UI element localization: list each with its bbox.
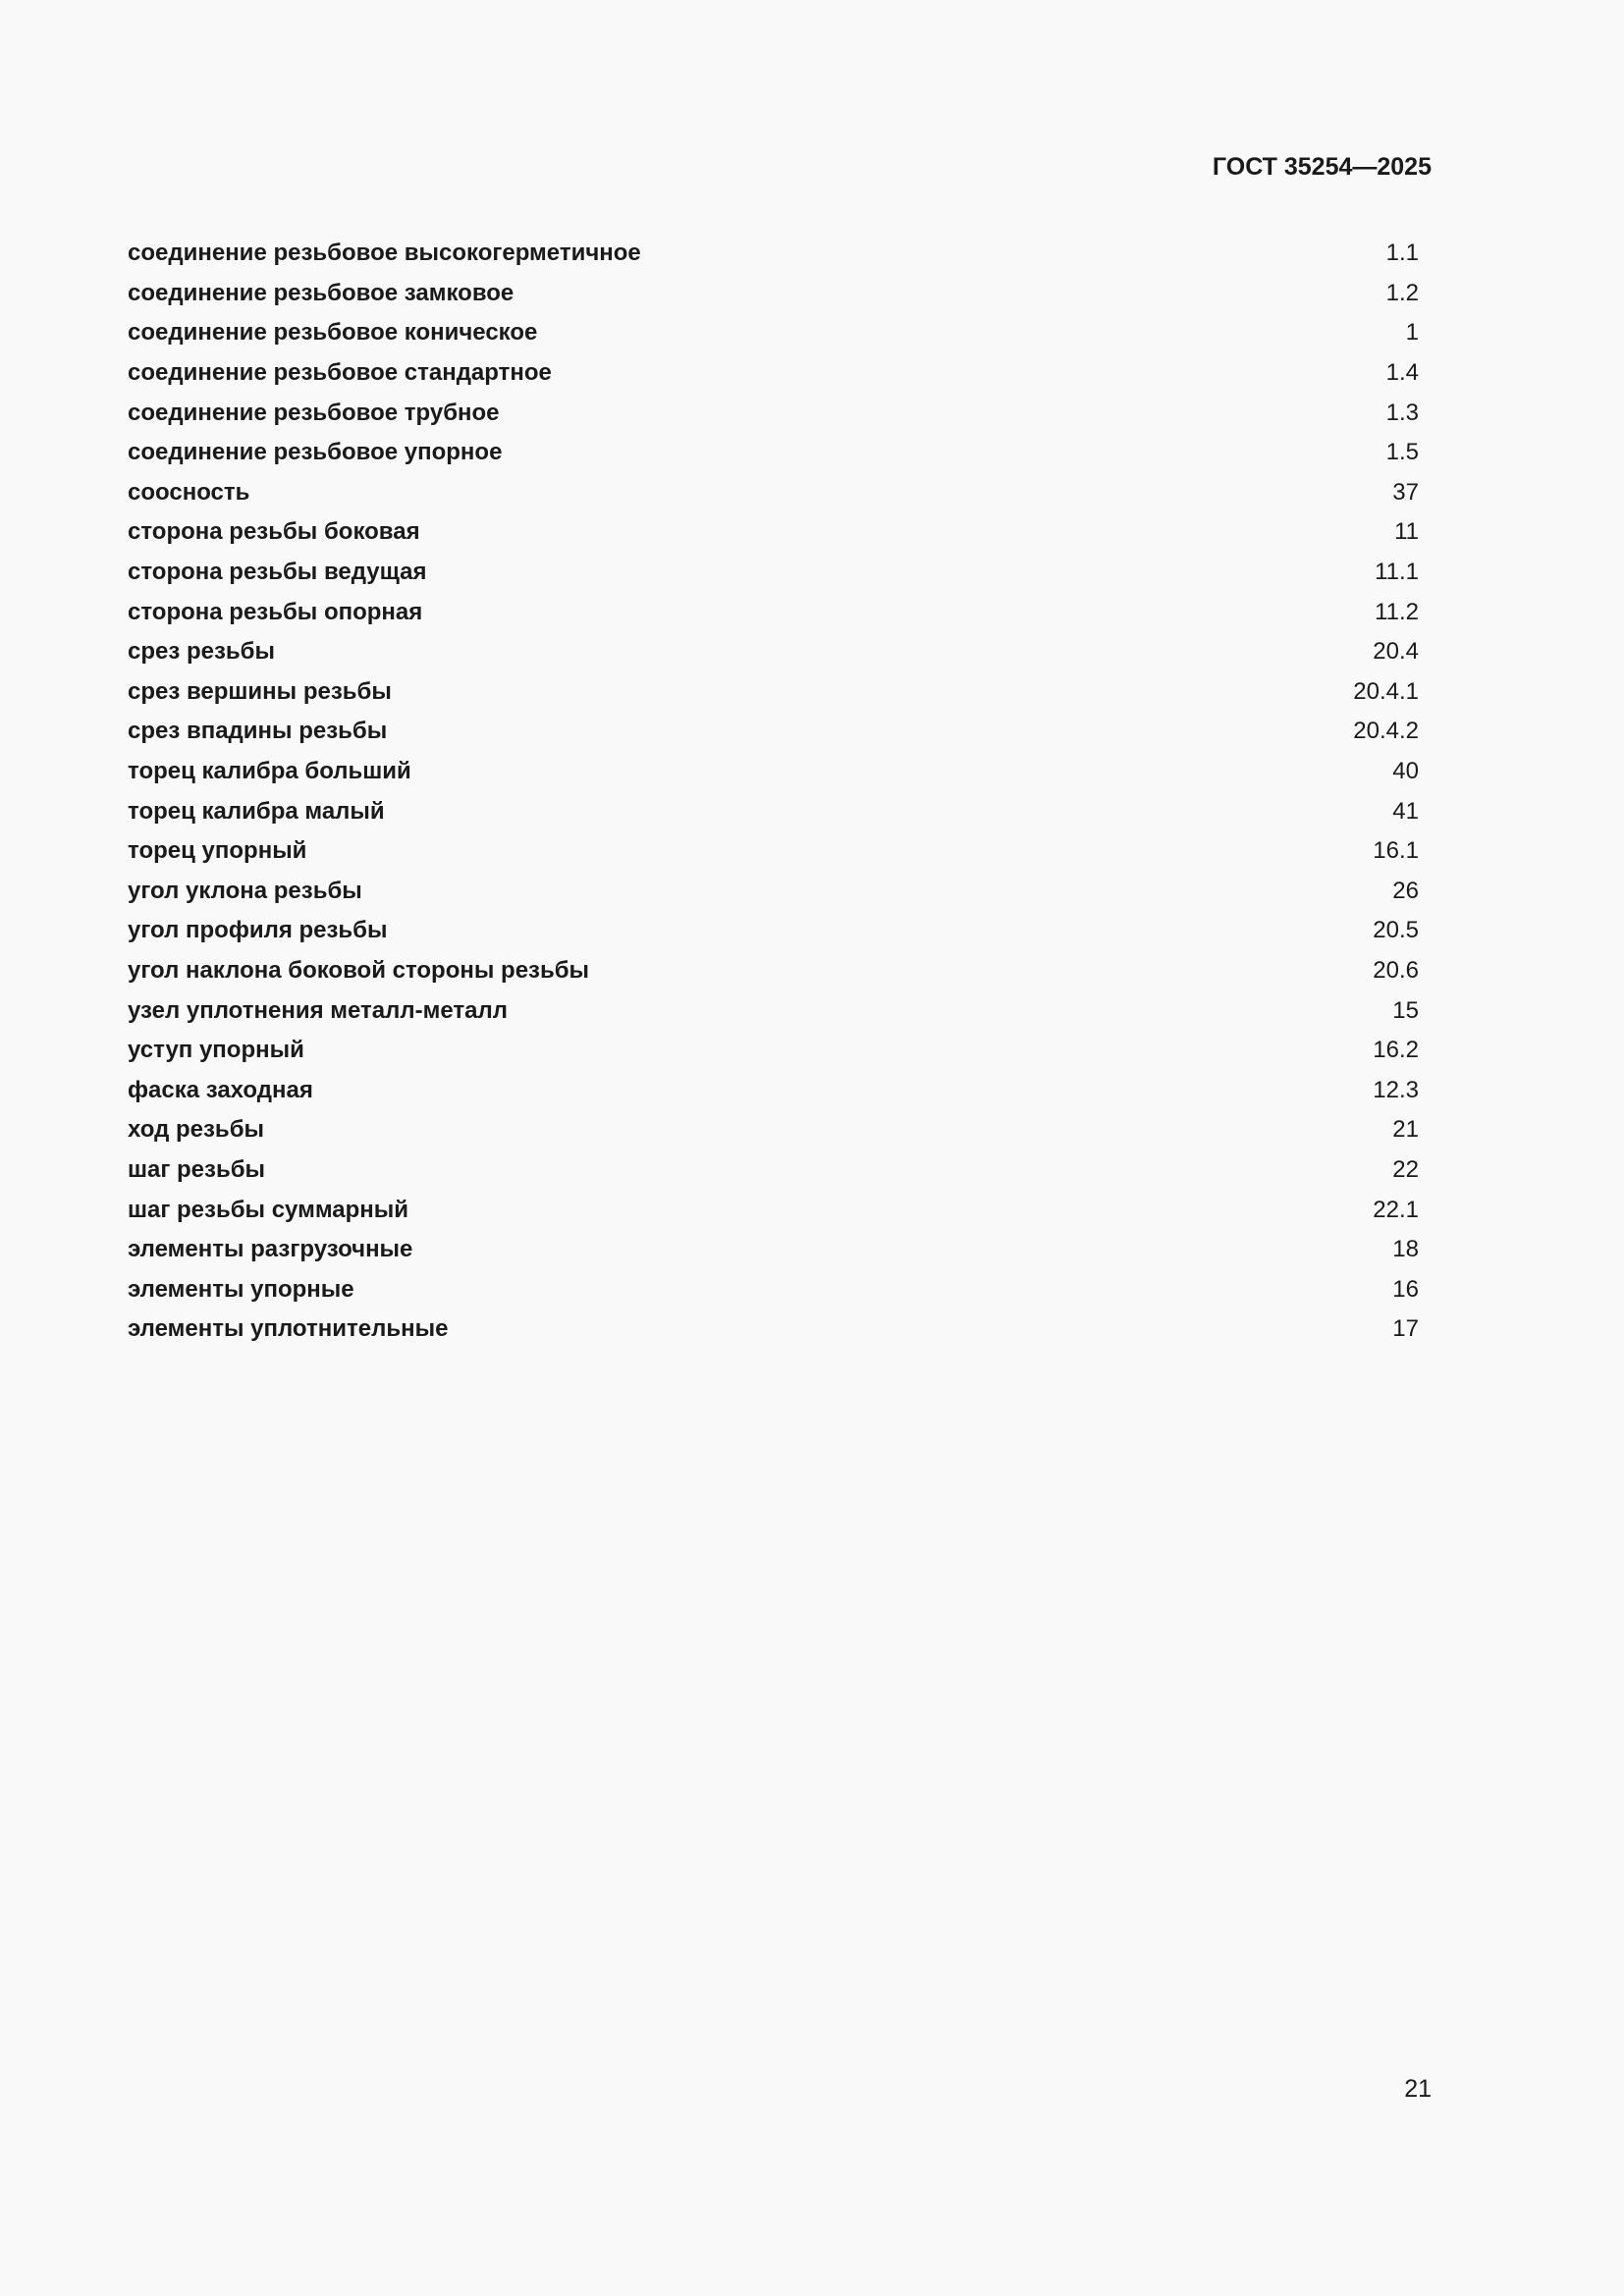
index-term: сторона резьбы ведущая bbox=[128, 559, 427, 586]
index-reference: 16.2 bbox=[1373, 1037, 1419, 1064]
index-row bbox=[128, 313, 1419, 353]
index-reference: 15 bbox=[1392, 996, 1419, 1024]
index-reference: 21 bbox=[1392, 1116, 1419, 1144]
index-reference: 1.3 bbox=[1385, 399, 1419, 426]
index-row bbox=[128, 393, 1419, 433]
index-row bbox=[128, 632, 1419, 672]
index-reference: 18 bbox=[1392, 1236, 1419, 1263]
index-reference: 11.2 bbox=[1375, 598, 1419, 625]
index-row bbox=[128, 1110, 1419, 1150]
index-row bbox=[128, 1150, 1419, 1191]
index-row bbox=[128, 433, 1419, 473]
index-term: сторона резьбы боковая bbox=[128, 518, 420, 546]
index-term: соединение резьбовое коническое bbox=[128, 319, 538, 347]
term-index-list bbox=[128, 234, 1419, 1350]
index-term: торец калибра малый bbox=[128, 797, 385, 825]
index-row bbox=[128, 1309, 1419, 1350]
index-term: шаг резьбы суммарный bbox=[128, 1196, 409, 1223]
index-term: узел уплотнения металл-металл bbox=[128, 996, 509, 1024]
index-row bbox=[128, 553, 1419, 593]
index-term: соединение резьбовое замковое bbox=[128, 279, 514, 306]
index-row bbox=[128, 512, 1419, 553]
index-term: элементы уплотнительные bbox=[128, 1315, 449, 1343]
index-reference: 1.2 bbox=[1385, 279, 1419, 306]
index-reference: 20.4.1 bbox=[1353, 677, 1419, 705]
index-term: срез впадины резьбы bbox=[128, 718, 388, 745]
index-row bbox=[128, 990, 1419, 1031]
index-row bbox=[128, 473, 1419, 513]
index-reference: 20.4.2 bbox=[1353, 718, 1419, 745]
index-row bbox=[128, 831, 1419, 872]
index-term: соединение резьбовое трубное bbox=[128, 399, 500, 426]
index-row bbox=[128, 1031, 1419, 1071]
index-term: угол профиля резьбы bbox=[128, 917, 388, 944]
index-term: соединение резьбовое высокогерметичное bbox=[128, 240, 641, 267]
index-reference: 12.3 bbox=[1373, 1076, 1419, 1103]
index-reference: 1.4 bbox=[1385, 359, 1419, 387]
index-row bbox=[128, 1230, 1419, 1270]
index-term: элементы упорные bbox=[128, 1275, 354, 1303]
index-reference: 20.5 bbox=[1373, 917, 1419, 944]
index-reference: 11 bbox=[1394, 518, 1419, 546]
index-term: соосность bbox=[128, 478, 250, 506]
index-reference: 1 bbox=[1405, 319, 1419, 347]
document-standard-title: ГОСТ 35254—2025 bbox=[1212, 153, 1432, 181]
index-reference: 26 bbox=[1392, 877, 1419, 904]
index-term: уступ упорный bbox=[128, 1037, 304, 1064]
index-term: угол уклона резьбы bbox=[128, 877, 362, 904]
index-term: элементы разгрузочные bbox=[128, 1236, 413, 1263]
index-row bbox=[128, 353, 1419, 394]
index-term: ход резьбы bbox=[128, 1116, 265, 1144]
index-row bbox=[128, 1269, 1419, 1309]
index-term: фаска заходная bbox=[128, 1076, 313, 1103]
index-row bbox=[128, 752, 1419, 792]
index-reference: 16 bbox=[1392, 1275, 1419, 1303]
index-reference: 17 bbox=[1392, 1315, 1419, 1343]
index-term: торец калибра больший bbox=[128, 758, 411, 785]
index-term: срез вершины резьбы bbox=[128, 677, 392, 705]
index-reference: 20.6 bbox=[1373, 956, 1419, 984]
index-reference: 20.4 bbox=[1373, 638, 1419, 666]
index-reference: 37 bbox=[1392, 478, 1419, 506]
index-term: сторона резьбы опорная bbox=[128, 598, 423, 625]
index-row bbox=[128, 951, 1419, 991]
index-term: соединение резьбовое стандартное bbox=[128, 359, 552, 387]
index-reference: 22 bbox=[1392, 1155, 1419, 1183]
page-number: 21 bbox=[1404, 2075, 1432, 2103]
index-reference: 1.5 bbox=[1385, 439, 1419, 466]
index-row bbox=[128, 1070, 1419, 1110]
index-row bbox=[128, 911, 1419, 951]
index-term: срез резьбы bbox=[128, 638, 275, 666]
index-reference: 22.1 bbox=[1373, 1196, 1419, 1223]
index-row bbox=[128, 1190, 1419, 1230]
index-row bbox=[128, 872, 1419, 912]
index-term: шаг резьбы bbox=[128, 1155, 266, 1183]
index-row bbox=[128, 712, 1419, 752]
index-row bbox=[128, 791, 1419, 831]
index-reference: 41 bbox=[1392, 797, 1419, 825]
index-row bbox=[128, 274, 1419, 314]
index-reference: 40 bbox=[1392, 758, 1419, 785]
index-term: угол наклона боковой стороны резьбы bbox=[128, 956, 590, 984]
index-row bbox=[128, 592, 1419, 632]
index-term: торец упорный bbox=[128, 837, 307, 865]
index-reference: 11.1 bbox=[1375, 559, 1419, 586]
index-term: соединение резьбовое упорное bbox=[128, 439, 503, 466]
index-row bbox=[128, 672, 1419, 713]
index-row bbox=[128, 234, 1419, 274]
index-reference: 1.1 bbox=[1385, 240, 1419, 267]
index-reference: 16.1 bbox=[1373, 837, 1419, 865]
